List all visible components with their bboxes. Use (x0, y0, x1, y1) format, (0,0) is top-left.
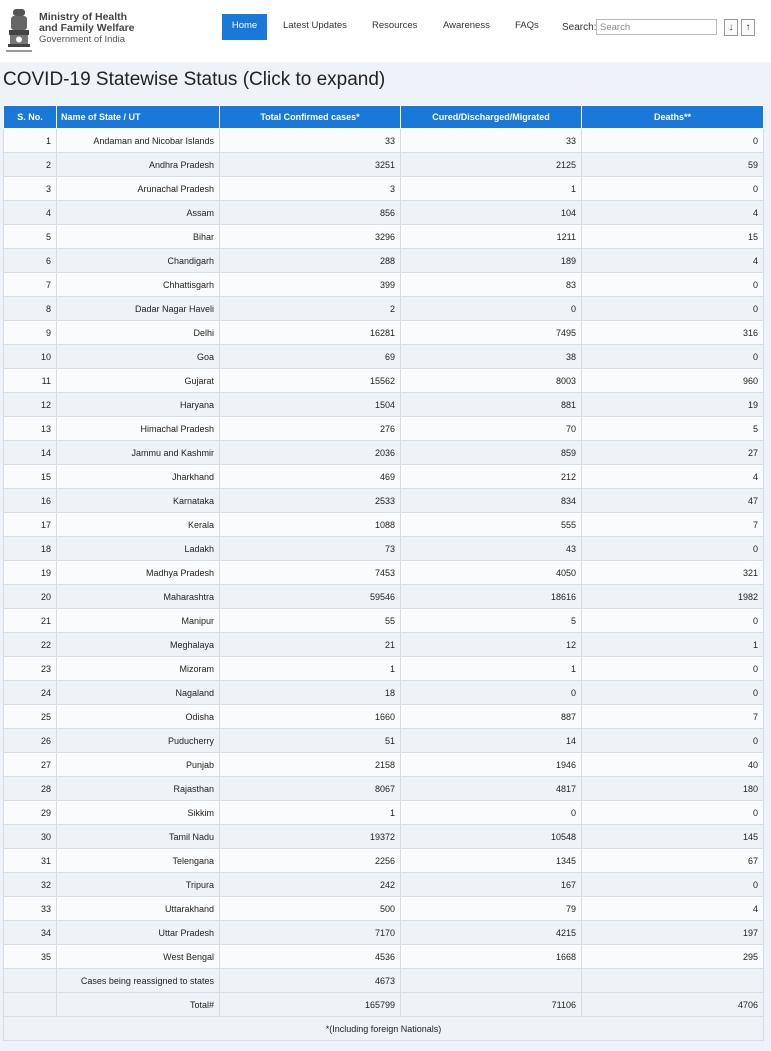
state-sno: 31 (4, 849, 57, 873)
table-row[interactable] (4, 801, 764, 825)
reassigned-sno (4, 969, 57, 993)
state-confirmed: 73 (220, 537, 401, 561)
state-name: Chandigarh (57, 249, 220, 273)
state-deaths: 0 (582, 177, 764, 201)
state-sno: 21 (4, 609, 57, 633)
table-row[interactable] (4, 873, 764, 897)
state-deaths: 5 (582, 417, 764, 441)
state-cured: 834 (401, 489, 582, 513)
state-name: Gujarat (57, 369, 220, 393)
state-sno: 1 (4, 129, 57, 153)
state-sno: 16 (4, 489, 57, 513)
table-row[interactable] (4, 489, 764, 513)
state-deaths: 19 (582, 393, 764, 417)
state-cured: 167 (401, 873, 582, 897)
state-confirmed: 4536 (220, 945, 401, 969)
reassigned-cured (401, 969, 582, 993)
state-deaths: 0 (582, 801, 764, 825)
state-confirmed: 288 (220, 249, 401, 273)
state-sno: 18 (4, 537, 57, 561)
state-deaths: 295 (582, 945, 764, 969)
state-cured: 859 (401, 441, 582, 465)
state-cured: 1946 (401, 753, 582, 777)
national-emblem-icon[interactable] (4, 6, 34, 56)
state-sno: 17 (4, 513, 57, 537)
state-confirmed: 2158 (220, 753, 401, 777)
state-deaths: 0 (582, 609, 764, 633)
state-confirmed: 33 (220, 129, 401, 153)
header-confirmed: Total Confirmed cases* (220, 106, 401, 129)
state-name: Telengana (57, 849, 220, 873)
state-cured: 43 (401, 537, 582, 561)
state-deaths: 4 (582, 201, 764, 225)
state-confirmed: 59546 (220, 585, 401, 609)
state-cured: 104 (401, 201, 582, 225)
footnote: *(Including foreign Nationals) (4, 1017, 764, 1041)
state-cured: 83 (401, 273, 582, 297)
state-confirmed: 2256 (220, 849, 401, 873)
table-row[interactable] (4, 657, 764, 681)
state-cured: 4050 (401, 561, 582, 585)
table-row[interactable] (4, 417, 764, 441)
state-cured: 8003 (401, 369, 582, 393)
table-row[interactable] (4, 513, 764, 537)
state-cured: 38 (401, 345, 582, 369)
header-state: Name of State / UT (57, 106, 220, 129)
state-cured: 0 (401, 297, 582, 321)
state-deaths: 0 (582, 129, 764, 153)
state-cured: 2125 (401, 153, 582, 177)
state-confirmed: 1 (220, 657, 401, 681)
table-row[interactable] (4, 297, 764, 321)
state-name: Bihar (57, 225, 220, 249)
state-sno: 24 (4, 681, 57, 705)
total-confirmed: 165799 (220, 993, 401, 1017)
state-deaths: 4 (582, 465, 764, 489)
state-sno: 11 (4, 369, 57, 393)
table-row[interactable] (4, 369, 764, 393)
state-sno: 30 (4, 825, 57, 849)
state-confirmed: 856 (220, 201, 401, 225)
state-sno: 6 (4, 249, 57, 273)
state-cured: 1668 (401, 945, 582, 969)
state-cured: 1 (401, 657, 582, 681)
state-cured: 1 (401, 177, 582, 201)
total-sno (4, 993, 57, 1017)
state-confirmed: 469 (220, 465, 401, 489)
state-deaths: 197 (582, 921, 764, 945)
state-deaths: 0 (582, 537, 764, 561)
state-name: Ladakh (57, 537, 220, 561)
state-deaths: 27 (582, 441, 764, 465)
state-deaths: 7 (582, 705, 764, 729)
state-name: Jharkhand (57, 465, 220, 489)
search-input[interactable] (596, 19, 717, 35)
state-sno: 33 (4, 897, 57, 921)
state-deaths: 59 (582, 153, 764, 177)
state-name: Andhra Pradesh (57, 153, 220, 177)
state-name: Punjab (57, 753, 220, 777)
nav-resources[interactable]: Resources (372, 20, 418, 31)
statewise-table (3, 105, 764, 1041)
state-cured: 12 (401, 633, 582, 657)
state-deaths: 0 (582, 297, 764, 321)
table-row[interactable] (4, 729, 764, 753)
table-row[interactable] (4, 585, 764, 609)
reassigned-deaths (582, 969, 764, 993)
state-name: Andaman and Nicobar Islands (57, 129, 220, 153)
state-sno: 7 (4, 273, 57, 297)
state-name: Mizoram (57, 657, 220, 681)
state-name: Himachal Pradesh (57, 417, 220, 441)
state-cured: 189 (401, 249, 582, 273)
state-name: Tamil Nadu (57, 825, 220, 849)
table-row[interactable] (4, 129, 764, 153)
table-row[interactable] (4, 609, 764, 633)
state-confirmed: 2036 (220, 441, 401, 465)
table-row[interactable] (4, 393, 764, 417)
state-cured: 212 (401, 465, 582, 489)
table-row[interactable] (4, 561, 764, 585)
state-cured: 5 (401, 609, 582, 633)
state-name: Kerala (57, 513, 220, 537)
nav-latest-updates[interactable]: Latest Updates (283, 20, 347, 31)
state-sno: 27 (4, 753, 57, 777)
state-name: Jammu and Kashmir (57, 441, 220, 465)
state-cured: 4215 (401, 921, 582, 945)
state-sno: 23 (4, 657, 57, 681)
state-name: Tripura (57, 873, 220, 897)
reassigned-row (4, 969, 764, 993)
state-cured: 14 (401, 729, 582, 753)
state-confirmed: 1660 (220, 705, 401, 729)
state-cured: 33 (401, 129, 582, 153)
state-name: Arunachal Pradesh (57, 177, 220, 201)
state-name: Uttar Pradesh (57, 921, 220, 945)
table-row[interactable] (4, 945, 764, 969)
state-sno: 20 (4, 585, 57, 609)
state-deaths: 4 (582, 249, 764, 273)
state-sno: 10 (4, 345, 57, 369)
state-confirmed: 19372 (220, 825, 401, 849)
state-cured: 10548 (401, 825, 582, 849)
state-deaths: 40 (582, 753, 764, 777)
table-row[interactable] (4, 753, 764, 777)
state-name: Delhi (57, 321, 220, 345)
increase-font-button[interactable]: ↑ (741, 19, 755, 36)
nav-faqs[interactable]: FAQs (515, 20, 539, 31)
table-row[interactable] (4, 249, 764, 273)
main-content (0, 62, 771, 1051)
table-row[interactable] (4, 321, 764, 345)
nav-home[interactable]: Home (222, 14, 267, 40)
state-cured: 0 (401, 801, 582, 825)
total-deaths: 4706 (582, 993, 764, 1017)
state-deaths: 0 (582, 345, 764, 369)
brand-line-3: Government of India (39, 34, 126, 45)
table-row[interactable] (4, 777, 764, 801)
state-name: Assam (57, 201, 220, 225)
site-header (0, 0, 771, 62)
state-deaths: 15 (582, 225, 764, 249)
state-confirmed: 8067 (220, 777, 401, 801)
table-row[interactable] (4, 345, 764, 369)
state-confirmed: 399 (220, 273, 401, 297)
state-cured: 555 (401, 513, 582, 537)
state-cured: 881 (401, 393, 582, 417)
state-name: Meghalaya (57, 633, 220, 657)
decrease-font-button[interactable]: ↓ (724, 19, 738, 36)
state-confirmed: 69 (220, 345, 401, 369)
state-name: Karnataka (57, 489, 220, 513)
state-cured: 79 (401, 897, 582, 921)
state-confirmed: 2 (220, 297, 401, 321)
state-cured: 70 (401, 417, 582, 441)
state-deaths: 0 (582, 729, 764, 753)
total-row (4, 993, 764, 1017)
table-row[interactable] (4, 177, 764, 201)
state-name: West Bengal (57, 945, 220, 969)
table-row[interactable] (4, 825, 764, 849)
state-name: Sikkim (57, 801, 220, 825)
state-name: Rajasthan (57, 777, 220, 801)
table-row[interactable] (4, 441, 764, 465)
total-label: Total# (57, 993, 220, 1017)
table-row[interactable] (4, 633, 764, 657)
state-sno: 15 (4, 465, 57, 489)
state-deaths: 145 (582, 825, 764, 849)
state-sno: 12 (4, 393, 57, 417)
state-cured: 1345 (401, 849, 582, 873)
state-deaths: 0 (582, 273, 764, 297)
state-name: Madhya Pradesh (57, 561, 220, 585)
state-deaths: 0 (582, 681, 764, 705)
table-row[interactable] (4, 201, 764, 225)
state-deaths: 321 (582, 561, 764, 585)
state-sno: 8 (4, 297, 57, 321)
reassigned-confirmed: 4673 (220, 969, 401, 993)
state-confirmed: 500 (220, 897, 401, 921)
state-confirmed: 18 (220, 681, 401, 705)
state-sno: 26 (4, 729, 57, 753)
state-deaths: 1982 (582, 585, 764, 609)
state-cured: 1211 (401, 225, 582, 249)
state-name: Uttarakhand (57, 897, 220, 921)
state-deaths: 0 (582, 873, 764, 897)
table-row[interactable] (4, 465, 764, 489)
state-name: Goa (57, 345, 220, 369)
state-confirmed: 15562 (220, 369, 401, 393)
state-name: Puducherry (57, 729, 220, 753)
state-confirmed: 276 (220, 417, 401, 441)
state-cured: 887 (401, 705, 582, 729)
state-confirmed: 2533 (220, 489, 401, 513)
state-name: Manipur (57, 609, 220, 633)
state-deaths: 960 (582, 369, 764, 393)
table-row[interactable] (4, 897, 764, 921)
table-row[interactable] (4, 273, 764, 297)
state-sno: 13 (4, 417, 57, 441)
state-cured: 18616 (401, 585, 582, 609)
table-row[interactable] (4, 537, 764, 561)
state-deaths: 1 (582, 633, 764, 657)
reassigned-label: Cases being reassigned to states (57, 969, 220, 993)
footnote-row (4, 1017, 764, 1041)
state-cured: 7495 (401, 321, 582, 345)
state-confirmed: 55 (220, 609, 401, 633)
page-title[interactable]: COVID-19 Statewise Status (Click to expand) (3, 69, 386, 90)
ministry-brand[interactable] (39, 12, 135, 45)
brand-line-1: Ministry of Health (39, 11, 128, 23)
state-sno: 35 (4, 945, 57, 969)
table-row[interactable] (4, 681, 764, 705)
nav-awareness[interactable]: Awareness (443, 20, 490, 31)
state-deaths: 4 (582, 897, 764, 921)
state-name: Odisha (57, 705, 220, 729)
state-confirmed: 21 (220, 633, 401, 657)
state-name: Chhattisgarh (57, 273, 220, 297)
state-sno: 32 (4, 873, 57, 897)
table-header-row (4, 106, 764, 129)
state-confirmed: 1 (220, 801, 401, 825)
table-row[interactable] (4, 705, 764, 729)
state-cured: 0 (401, 681, 582, 705)
state-confirmed: 3 (220, 177, 401, 201)
state-deaths: 0 (582, 657, 764, 681)
state-cured: 4817 (401, 777, 582, 801)
header-deaths: Deaths** (582, 106, 764, 129)
state-sno: 3 (4, 177, 57, 201)
state-name: Dadar Nagar Haveli (57, 297, 220, 321)
state-sno: 19 (4, 561, 57, 585)
state-confirmed: 3296 (220, 225, 401, 249)
state-sno: 29 (4, 801, 57, 825)
header-sno: S. No. (4, 106, 57, 129)
state-confirmed: 16281 (220, 321, 401, 345)
brand-line-2: and Family Welfare (39, 22, 135, 34)
state-deaths: 180 (582, 777, 764, 801)
state-name: Nagaland (57, 681, 220, 705)
state-sno: 2 (4, 153, 57, 177)
table-row[interactable] (4, 153, 764, 177)
state-confirmed: 3251 (220, 153, 401, 177)
state-sno: 34 (4, 921, 57, 945)
state-sno: 28 (4, 777, 57, 801)
header-cured: Cured/Discharged/Migrated (401, 106, 582, 129)
state-confirmed: 1088 (220, 513, 401, 537)
table-row[interactable] (4, 225, 764, 249)
state-deaths: 316 (582, 321, 764, 345)
state-sno: 25 (4, 705, 57, 729)
state-deaths: 47 (582, 489, 764, 513)
state-confirmed: 7170 (220, 921, 401, 945)
state-deaths: 7 (582, 513, 764, 537)
state-sno: 22 (4, 633, 57, 657)
state-sno: 5 (4, 225, 57, 249)
state-confirmed: 1504 (220, 393, 401, 417)
total-cured: 71106 (401, 993, 582, 1017)
state-confirmed: 51 (220, 729, 401, 753)
state-name: Haryana (57, 393, 220, 417)
search-label: Search: (562, 22, 597, 33)
state-name: Maharashtra (57, 585, 220, 609)
state-sno: 14 (4, 441, 57, 465)
state-sno: 9 (4, 321, 57, 345)
table-row[interactable] (4, 849, 764, 873)
state-confirmed: 242 (220, 873, 401, 897)
state-sno: 4 (4, 201, 57, 225)
state-confirmed: 7453 (220, 561, 401, 585)
state-deaths: 67 (582, 849, 764, 873)
table-row[interactable] (4, 921, 764, 945)
